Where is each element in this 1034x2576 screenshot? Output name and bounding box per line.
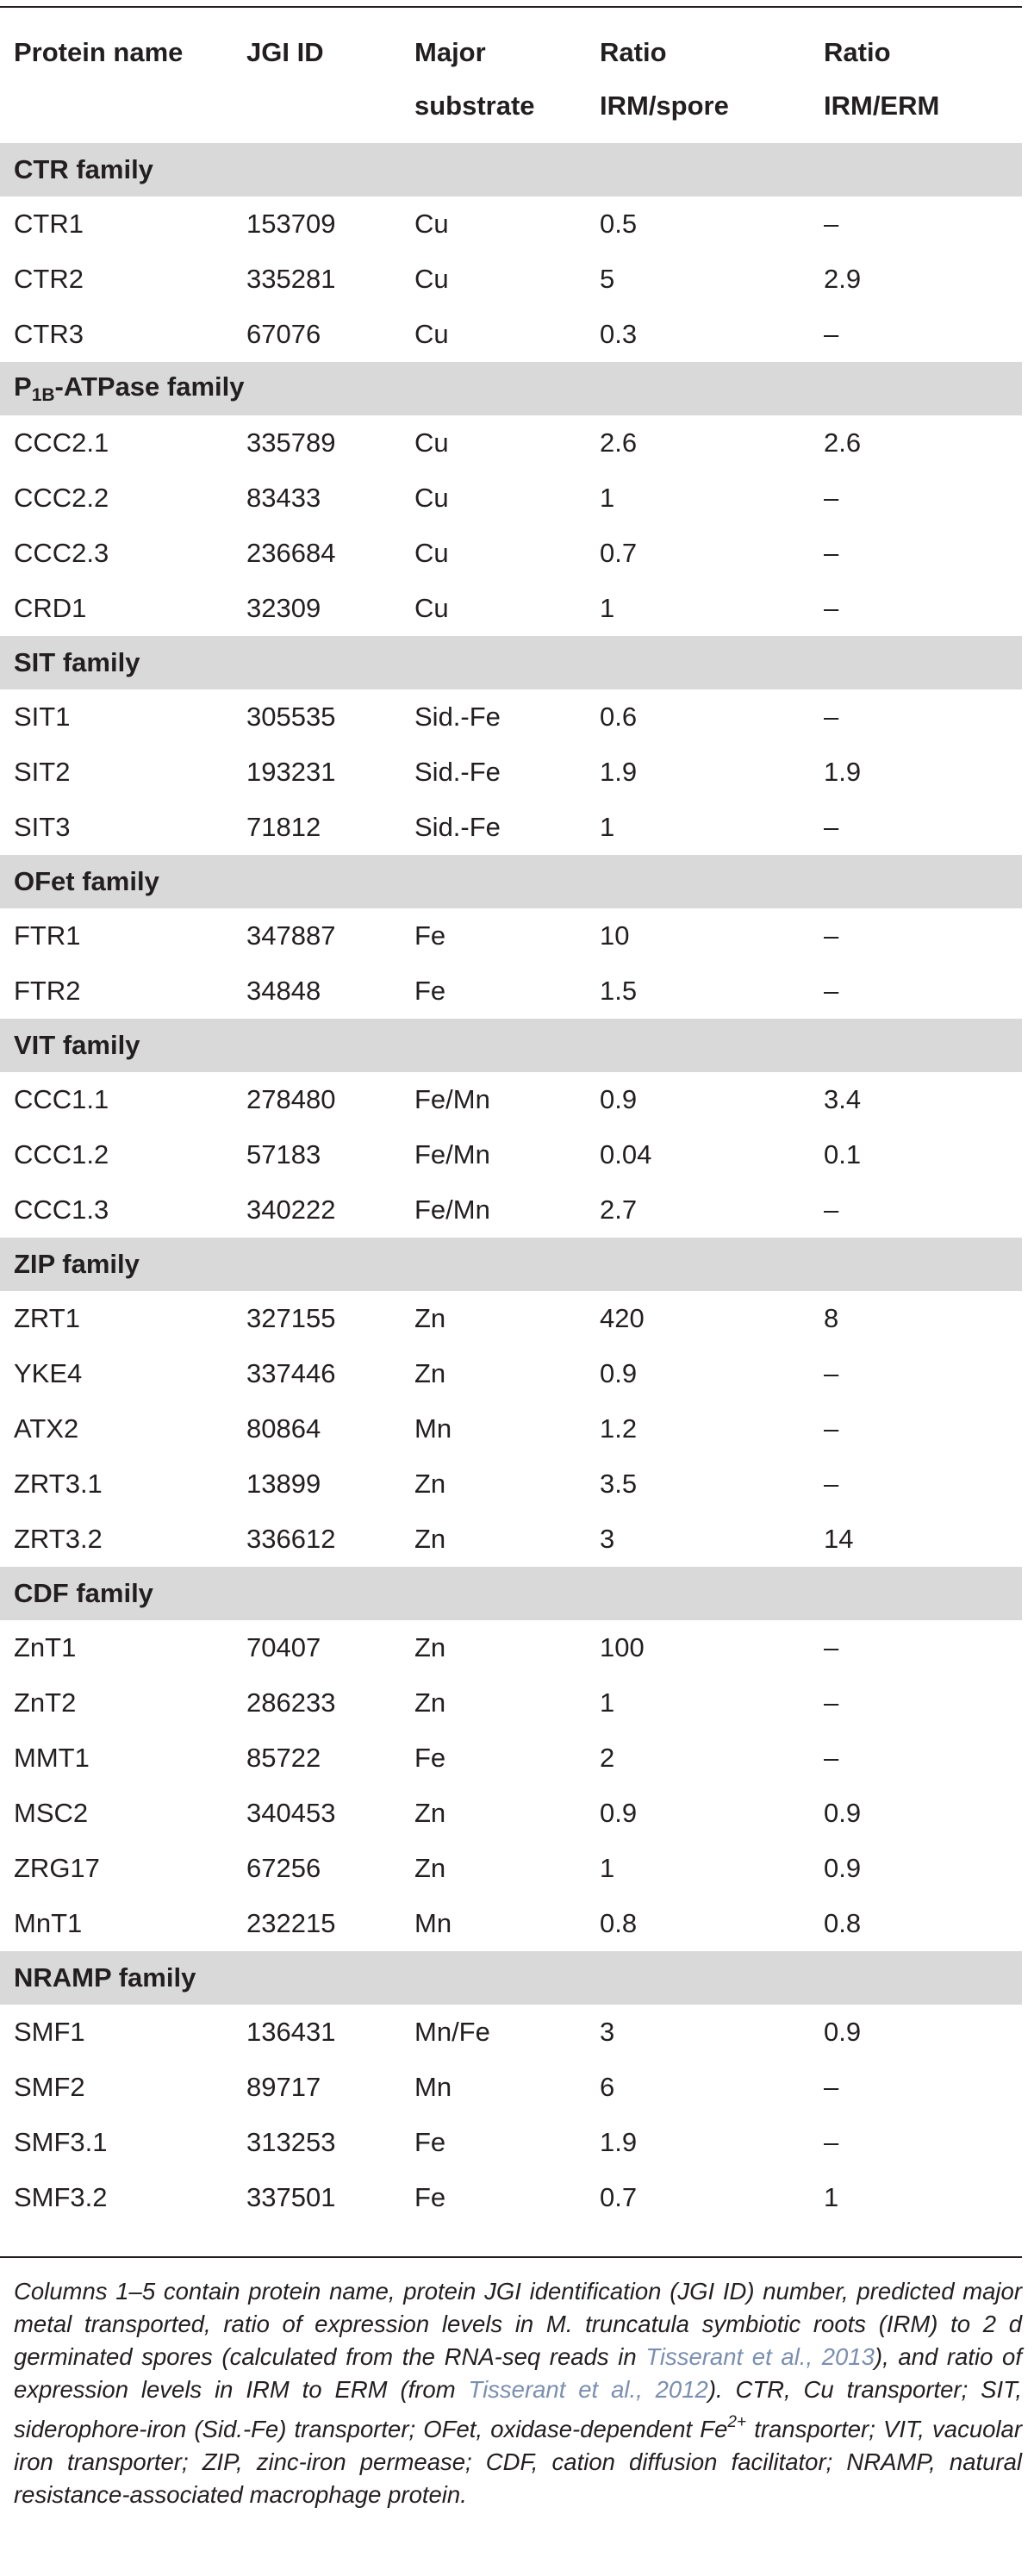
cell-ratio-irm-erm: – [824, 920, 839, 951]
cell-substrate: Zn [414, 1853, 446, 1883]
cell-protein-name: CCC1.3 [14, 1194, 109, 1225]
table-row [0, 1346, 1022, 1401]
cell-protein-name: SMF1 [14, 2017, 85, 2047]
cell-jgi-id: 34848 [246, 976, 321, 1006]
cell-substrate: Fe/Mn [414, 1194, 490, 1225]
cell-ratio-irm-spore: 3 [600, 2017, 615, 2047]
cell-protein-name: SMF3.1 [14, 2127, 108, 2157]
cell-protein-name: SIT1 [14, 702, 71, 732]
cell-ratio-irm-spore: 0.9 [600, 1798, 638, 1828]
cell-ratio-irm-spore: 5 [600, 264, 615, 294]
cell-ratio-irm-spore: 1 [600, 1687, 615, 1718]
cell-protein-name: SIT3 [14, 812, 71, 842]
cell-substrate: Cu [414, 593, 449, 623]
table-row [0, 1401, 1022, 1456]
cell-ratio-irm-spore: 1.9 [600, 757, 638, 787]
family-name: VIT family [0, 1019, 1022, 1072]
cell-protein-name: ZnT2 [14, 1687, 77, 1718]
cell-ratio-irm-spore: 3.5 [600, 1469, 638, 1499]
cell-jgi-id: 336612 [246, 1524, 336, 1554]
table-row [0, 1291, 1022, 1346]
table-row [0, 415, 1022, 471]
table-row [0, 1731, 1022, 1786]
cell-jgi-id: 232215 [246, 1908, 336, 1938]
table-row [0, 526, 1022, 581]
family-name: ZIP family [0, 1238, 1022, 1291]
cell-ratio-irm-spore: 0.6 [600, 702, 638, 732]
family-name: SIT family [0, 636, 1022, 689]
table-top-rule [0, 6, 1022, 8]
cell-jgi-id: 347887 [246, 920, 336, 951]
cell-ratio-irm-erm: – [824, 1632, 839, 1662]
cell-jgi-id: 193231 [246, 757, 336, 787]
cell-ratio-irm-spore: 6 [600, 2072, 615, 2102]
cell-ratio-irm-erm: – [824, 483, 839, 513]
cell-substrate: Fe [414, 976, 446, 1006]
table-header-row [0, 9, 1022, 143]
cell-jgi-id: 83433 [246, 483, 321, 513]
table-row [0, 1072, 1022, 1127]
cell-substrate: Sid.-Fe [414, 702, 501, 732]
table-row [0, 471, 1022, 526]
table-row [0, 1675, 1022, 1731]
cell-substrate: Fe [414, 920, 446, 951]
cell-ratio-irm-erm: 2.6 [824, 427, 862, 458]
cell-jgi-id: 57183 [246, 1139, 321, 1169]
cell-protein-name: ATX2 [14, 1413, 79, 1444]
cell-jgi-id: 70407 [246, 1632, 321, 1662]
table-row [0, 2170, 1022, 2225]
cell-jgi-id: 32309 [246, 593, 321, 623]
family-name: $P_{1B}$-ATPase family [0, 362, 1022, 415]
family-header-row [0, 636, 1022, 689]
reference-link[interactable]: Tisserant et al., 2013 [645, 2343, 875, 2370]
cell-ratio-irm-erm: – [824, 319, 839, 349]
cell-protein-name: FTR1 [14, 920, 81, 951]
table-row [0, 196, 1022, 252]
table-row [0, 2115, 1022, 2170]
table-row [0, 908, 1022, 964]
cell-jgi-id: 136431 [246, 2017, 336, 2047]
cell-protein-name: ZRT1 [14, 1303, 80, 1333]
cell-ratio-irm-erm: 0.9 [824, 1798, 862, 1828]
cell-ratio-irm-erm: 2.9 [824, 264, 862, 294]
table-row [0, 800, 1022, 855]
cell-ratio-irm-spore: 0.7 [600, 2182, 638, 2212]
cell-protein-name: MSC2 [14, 1798, 89, 1828]
cell-ratio-irm-spore: 420 [600, 1303, 645, 1333]
table-row [0, 307, 1022, 362]
cell-jgi-id: 337501 [246, 2182, 336, 2212]
cell-substrate: Fe [414, 2182, 446, 2212]
cell-ratio-irm-erm: 8 [824, 1303, 839, 1333]
cell-jgi-id: 340453 [246, 1798, 336, 1828]
table-row [0, 1127, 1022, 1182]
cell-ratio-irm-spore: 1.2 [600, 1413, 638, 1444]
cell-substrate: Fe [414, 1743, 446, 1773]
cell-jgi-id: 80864 [246, 1413, 321, 1444]
cell-ratio-irm-erm: 0.8 [824, 1908, 862, 1938]
cell-ratio-irm-erm: – [824, 1469, 839, 1499]
cell-ratio-irm-erm: – [824, 2072, 839, 2102]
header-jgi-id: JGI ID [246, 37, 324, 67]
cell-substrate: Mn/Fe [414, 2017, 490, 2047]
family-header-row [0, 143, 1022, 196]
cell-substrate: Cu [414, 427, 449, 458]
table-row [0, 689, 1022, 745]
family-header-row [0, 362, 1022, 415]
family-name: NRAMP family [0, 1951, 1022, 2005]
cell-protein-name: CCC2.3 [14, 538, 109, 568]
table-row [0, 581, 1022, 636]
cell-protein-name: CTR2 [14, 264, 84, 294]
cell-ratio-irm-spore: 2.6 [600, 427, 638, 458]
cell-ratio-irm-spore: 2 [600, 1743, 615, 1773]
cell-jgi-id: 278480 [246, 1084, 336, 1114]
cell-substrate: Cu [414, 319, 449, 349]
table-row [0, 1896, 1022, 1951]
cell-jgi-id: 340222 [246, 1194, 336, 1225]
cell-ratio-irm-erm: – [824, 1194, 839, 1225]
cell-ratio-irm-spore: 1 [600, 812, 615, 842]
cell-substrate: Zn [414, 1524, 446, 1554]
cell-protein-name: MMT1 [14, 1743, 90, 1773]
cell-substrate: Mn [414, 1413, 452, 1444]
cell-ratio-irm-spore: 0.3 [600, 319, 638, 349]
cell-ratio-irm-spore: 100 [600, 1632, 645, 1662]
cell-jgi-id: 286233 [246, 1687, 336, 1718]
cell-substrate: Zn [414, 1687, 446, 1718]
cell-ratio-irm-erm: 0.9 [824, 1853, 862, 1883]
cell-ratio-irm-erm: 1.9 [824, 757, 862, 787]
table-row [0, 252, 1022, 307]
cell-protein-name: YKE4 [14, 1358, 83, 1388]
cell-jgi-id: 13899 [246, 1469, 321, 1499]
cell-ratio-irm-spore: 0.7 [600, 538, 638, 568]
cell-ratio-irm-erm: – [824, 976, 839, 1006]
header-ratio-irm-erm: Ratio IRM/ERM [824, 37, 940, 121]
cell-protein-name: SMF2 [14, 2072, 85, 2102]
cell-protein-name: FTR2 [14, 976, 81, 1006]
family-header-row [0, 1951, 1022, 2005]
cell-ratio-irm-erm: – [824, 2127, 839, 2157]
cell-ratio-irm-spore: 0.9 [600, 1358, 638, 1388]
cell-ratio-irm-erm: 3.4 [824, 1084, 862, 1114]
cell-jgi-id: 335789 [246, 427, 336, 458]
table-caption: Columns 1–5 contain protein name, protein JGI identification (JGI ID) number, predicted major metal transported, ratio of expression levels in M. truncatula symbiotic roots (IRM) to 2 d germinated spores (calculated from the RNA-seq reads in Tisserant et al., 2013), and ratio of expression levels in IRM to ERM (from Tisserant et al., 2012). CTR, Cu transporter; SIT, siderophore-iron (Sid.-Fe) transporter; OFet, oxidase-dependent $Fe^{2+}$ transporter; VIT, vacuolar iron transporter; ZIP, zinc-iron permease; CDF, cation diffusion facilitator; NRAMP, natural resistance-associated macrophage protein. [14, 2278, 1022, 2508]
cell-ratio-irm-erm: – [824, 812, 839, 842]
cell-ratio-irm-spore: 3 [600, 1524, 615, 1554]
cell-substrate: Zn [414, 1303, 446, 1333]
family-name: CTR family [0, 143, 1022, 196]
table-row [0, 1620, 1022, 1675]
table-body [0, 143, 1022, 2225]
cell-protein-name: CCC1.1 [14, 1084, 109, 1114]
cell-substrate: Cu [414, 483, 449, 513]
cell-ratio-irm-spore: 1.5 [600, 976, 638, 1006]
header-ratio-irm-spore: Ratio IRM/spore [600, 37, 729, 121]
reference-link[interactable]: Tisserant et al., 2012 [468, 2376, 708, 2403]
cell-ratio-irm-spore: 1 [600, 593, 615, 623]
cell-ratio-irm-erm: – [824, 593, 839, 623]
cell-ratio-irm-spore: 2.7 [600, 1194, 638, 1225]
family-header-row [0, 1567, 1022, 1620]
cell-jgi-id: 89717 [246, 2072, 321, 2102]
cell-jgi-id: 313253 [246, 2127, 336, 2157]
cell-ratio-irm-erm: – [824, 1687, 839, 1718]
cell-ratio-irm-erm: – [824, 1413, 839, 1444]
table-row [0, 1456, 1022, 1512]
cell-substrate: Cu [414, 209, 449, 239]
header-major-substrate: Major substrate [414, 37, 535, 121]
table-row [0, 745, 1022, 800]
table-row [0, 1512, 1022, 1567]
cell-ratio-irm-spore: 1.9 [600, 2127, 638, 2157]
cell-protein-name: ZRT3.1 [14, 1469, 103, 1499]
cell-substrate: Fe/Mn [414, 1084, 490, 1114]
cell-protein-name: ZRT3.2 [14, 1524, 103, 1554]
cell-jgi-id: 67076 [246, 319, 321, 349]
cell-ratio-irm-spore: 1 [600, 1853, 615, 1883]
cell-protein-name: MnT1 [14, 1908, 83, 1938]
family-header-row [0, 855, 1022, 908]
table-bottom-rule [0, 2256, 1022, 2258]
cell-jgi-id: 337446 [246, 1358, 336, 1388]
cell-ratio-irm-spore: 1 [600, 483, 615, 513]
cell-ratio-irm-spore: 0.9 [600, 1084, 638, 1114]
cell-ratio-irm-erm: – [824, 1358, 839, 1388]
cell-ratio-irm-erm: – [824, 702, 839, 732]
family-name: OFet family [0, 855, 1022, 908]
cell-ratio-irm-erm: – [824, 209, 839, 239]
family-header-row [0, 1238, 1022, 1291]
cell-substrate: Fe [414, 2127, 446, 2157]
cell-jgi-id: 335281 [246, 264, 336, 294]
cell-protein-name: CTR1 [14, 209, 84, 239]
cell-jgi-id: 71812 [246, 812, 321, 842]
cell-protein-name: CTR3 [14, 319, 84, 349]
cell-substrate: Cu [414, 264, 449, 294]
cell-ratio-irm-spore: 10 [600, 920, 630, 951]
table-row [0, 2060, 1022, 2115]
cell-ratio-irm-spore: 0.8 [600, 1908, 638, 1938]
cell-protein-name: CRD1 [14, 593, 87, 623]
cell-ratio-irm-spore: 0.5 [600, 209, 638, 239]
table-row [0, 2005, 1022, 2060]
cell-substrate: Mn [414, 2072, 452, 2102]
header-protein-name: Protein name [14, 37, 184, 67]
table-row [0, 964, 1022, 1019]
cell-substrate: Sid.-Fe [414, 757, 501, 787]
cell-ratio-irm-erm: 1 [824, 2182, 839, 2212]
family-header-row [0, 1019, 1022, 1072]
cell-jgi-id: 85722 [246, 1743, 321, 1773]
cell-substrate: Mn [414, 1908, 452, 1938]
cell-substrate: Sid.-Fe [414, 812, 501, 842]
cell-substrate: Zn [414, 1798, 446, 1828]
cell-substrate: Zn [414, 1469, 446, 1499]
cell-jgi-id: 305535 [246, 702, 336, 732]
cell-protein-name: CCC1.2 [14, 1139, 109, 1169]
cell-substrate: Fe/Mn [414, 1139, 490, 1169]
cell-ratio-irm-erm: 0.1 [824, 1139, 862, 1169]
metal-transporter-table [0, 9, 1022, 2225]
cell-protein-name: SMF3.2 [14, 2182, 108, 2212]
cell-substrate: Zn [414, 1358, 446, 1388]
cell-ratio-irm-erm: – [824, 1743, 839, 1773]
cell-ratio-irm-erm: 14 [824, 1524, 854, 1554]
cell-protein-name: CCC2.1 [14, 427, 109, 458]
table-row [0, 1841, 1022, 1896]
cell-jgi-id: 153709 [246, 209, 336, 239]
cell-ratio-irm-erm: – [824, 538, 839, 568]
table-row [0, 1182, 1022, 1238]
cell-substrate: Cu [414, 538, 449, 568]
cell-ratio-irm-spore: 0.04 [600, 1139, 652, 1169]
cell-jgi-id: 67256 [246, 1853, 321, 1883]
cell-jgi-id: 327155 [246, 1303, 336, 1333]
family-name: CDF family [0, 1567, 1022, 1620]
table-row [0, 1786, 1022, 1841]
cell-ratio-irm-erm: 0.9 [824, 2017, 862, 2047]
cell-protein-name: CCC2.2 [14, 483, 109, 513]
cell-jgi-id: 236684 [246, 538, 336, 568]
cell-protein-name: SIT2 [14, 757, 71, 787]
cell-protein-name: ZRG17 [14, 1853, 100, 1883]
cell-substrate: Zn [414, 1632, 446, 1662]
cell-protein-name: ZnT1 [14, 1632, 77, 1662]
